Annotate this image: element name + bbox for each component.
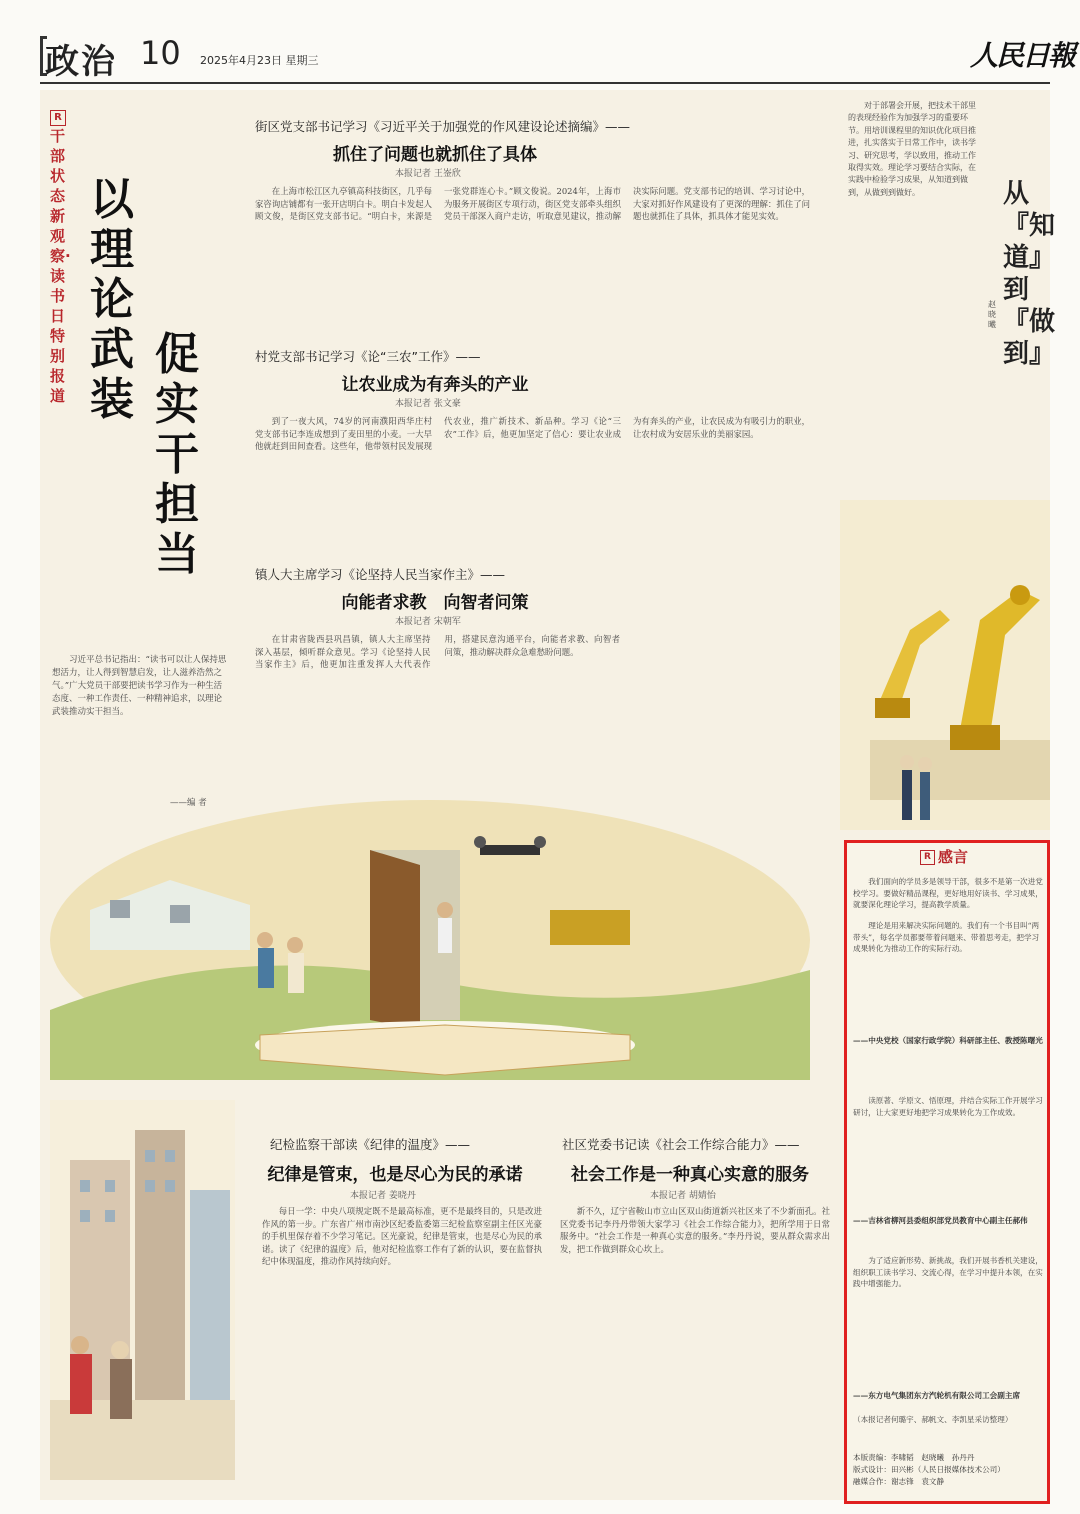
article-kicker: 镇人大主席学习《论坚持人民当家作主》—— [255, 567, 506, 582]
testimonial-signature: ——吉林省柳河县委组织部党员教育中心副主任郝伟 [853, 1216, 1028, 1225]
testimonial-signature: ——中央党校（国家行政学院）科研部主任、教授陈曙光 [853, 1036, 1043, 1045]
article-byline: 本报记者 张文豪 [395, 399, 461, 409]
article-kicker: 社区党委书记读《社会工作综合能力》—— [562, 1137, 800, 1152]
feature-title-part1: 以理论武装 [90, 174, 134, 425]
article-body: 新不久，辽宁省鞍山市立山区双山街道新兴社区来了不少新面孔。社区党委书记李丹丹带领大家学习《社会工作综合能力》，把所学用于日常服务中。“社会工作是一种真心实意的服务。”李丹丹说，要从群众需求出发，把工作做到群众心坎上。 [560, 1206, 830, 1254]
feature-tag: R干部状态新观察·读书日特别报道 [50, 112, 71, 405]
article-body: 到了一夜大风，74岁的河南濮阳西华庄村党支部书记李连成想到了麦田里的小麦。一大早他就赶到田间查看。这些年，他带领村民发展现代农业，推广新技术、新品种。学习《论“三农”工作》后，他更加坚定了信心：要让农业成为有奔头的产业，让农民成为有吸引力的职业，让农村成为安居乐业的美丽家园。 [255, 416, 810, 452]
article-headline: 抓住了问题也就抓住了具体 [333, 145, 537, 165]
editor-signature: ——编 者 [170, 798, 207, 808]
article-headline: 纪律是管束，也是尽心为民的承诺 [267, 1165, 523, 1185]
commentary-headline: 从『知道』到『做到』 [1003, 179, 1056, 369]
article-kicker: 村党支部书记学习《论“三农”工作》—— [255, 349, 481, 364]
testimonial-paragraph: 我们面向的学员多是领导干部，很多不是第一次进党校学习。要做好精品课程，更好地用好读书、学习成果，就要深化理论学习，提高教学质量。 [853, 877, 1043, 910]
article-headline: 向能者求教 向智者问策 [341, 593, 529, 613]
testimonials-heading: R 感言 [920, 846, 968, 867]
city-community-illustration [50, 1100, 235, 1480]
robot-arm-illustration [840, 500, 1050, 830]
commentary-text: 对于部署会开展，把技术干部里的表现经验作为加强学习的重要环节。用培训课程里的知识优化项目推进，扎实落实于日常工作中，读书学习、研究思考，学以致用，推动工作取得实效。理论学习要结合实际，在实践中检验学习成果，从知道到做到，从做到到做好。 [848, 101, 976, 197]
testimonial-paragraph: 理论是用来解决实际问题的。我们有一个书目叫“两带头”，每名学员都要带着问题来、带着思考走，把学习成果转化为推动工作的实际行动。 [853, 921, 1040, 954]
people-daily-r-icon: R [50, 110, 66, 126]
editor-intro: 习近平总书记指出：“读书可以让人保持思想活力，让人得到智慧启发，让人滋养浩然之气。”广大党员干部要把读书学习作为一种生活态度、一种工作责任、一种精神追求，以理论武装推动实干担当。 [52, 655, 227, 717]
page-number: 10 [140, 34, 181, 72]
credit-design: 版式设计：田兴彬（人民日报媒体技术公司） [853, 1465, 1005, 1474]
article-body: 在上海市松江区九亭镇高科技街区，几乎每家咨询店铺都有一张开店明白卡。明白卡发起人顾文俊，是街区党支部书记。“明白卡，来源是一张党群连心卡。”顾文俊说。2024年，上海市为服务开展街区专项行动，街区党支部牵头组织党员干部深入商户走访，听取意见建议，推动解决实际问题。党支部书记的培训、学习讨论中，大家对抓好作风建设有了更深的理解：抓住了问题也就抓住了具体，抓具体才能见实效。 [255, 186, 810, 222]
testimonial-paragraph: 为了适应新形势、新挑战，我们开展书香机关建设，组织职工读书学习、交流心得，在学习中提升本领，在实践中增强能力。 [853, 1256, 1043, 1289]
countryside-book-illustration [50, 790, 810, 1080]
page-credits [853, 1452, 1045, 1488]
testimonial-paragraph: 读原著、学原文、悟原理，并结合实际工作开展学习研讨，让大家更好地把学习成果转化为工作成效。 [853, 1096, 1043, 1117]
paper-logo: 人民日報 [970, 39, 1075, 72]
article-byline: 本报记者 胡婧怡 [650, 1191, 716, 1201]
article-byline: 本报记者 宋朝军 [395, 617, 461, 627]
masthead-rule [40, 82, 1050, 84]
reporter-note: （本报记者何璐宇、郝帆文、李凯星采访整理） [853, 1415, 1013, 1424]
article-body: 每日一学：中央八项规定既不是最高标准，更不是最终目的，只是改进作风的第一步。广东省广州市南沙区纪委监委第三纪检监察室副主任区光豪的手机里保存着不少学习笔记。区光豪说，纪律是管束，也是尽心为民的承诺。读了《纪律的温度》后，他对纪检监察工作有了新的认识，要在监督执纪中体现温度，推动作风持续向好。 [262, 1206, 542, 1267]
article-kicker: 街区党支部书记学习《习近平关于加强党的作风建设论述摘编》—— [255, 119, 631, 134]
credit-media: 融媒合作：谢志锋 袁文静 [853, 1477, 945, 1486]
article-headline: 社会工作是一种真心实意的服务 [571, 1165, 809, 1185]
credit-editors: 本版责编：李啸韬 赵晓曦 孙丹丹 [853, 1453, 975, 1462]
feature-title-part2: 促实干担当 [155, 329, 199, 580]
issue-date: 2025年4月23日 星期三 [200, 54, 319, 67]
people-daily-r-icon: R [920, 850, 935, 865]
article-byline: 本报记者 王崟欣 [395, 169, 461, 179]
commentary-author: 赵晓曦 [988, 300, 996, 329]
testimonial-signature: ——东方电气集团东方汽轮机有限公司工会副主席 [853, 1391, 1021, 1400]
article-kicker: 纪检监察干部读《纪律的温度》—— [270, 1137, 471, 1152]
article-byline: 本报记者 姜晓丹 [350, 1191, 416, 1201]
article-body: 在甘肃省陇西县巩昌镇，镇人大主席坚持深入基层，倾听群众意见。学习《论坚持人民当家作主》后，他更加注重发挥人大代表作用，搭建民意沟通平台，向能者求教、向智者问策，推动解决群众急难愁盼问题。 [255, 634, 620, 670]
section-name: 政治 [45, 42, 117, 82]
article-headline: 让农业成为有奔头的产业 [341, 375, 529, 395]
